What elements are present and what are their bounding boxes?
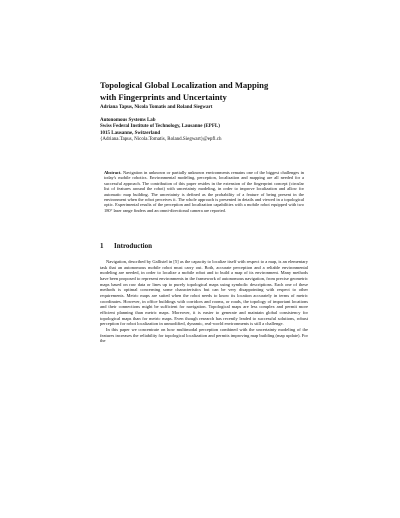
affiliation-institute: Swiss Federal Institute of Technology, Lausanne (EPFL) [100, 124, 220, 130]
affiliation [100, 118, 308, 144]
abstract [104, 170, 304, 213]
section-heading [100, 242, 308, 251]
paper-authors: Adriana Tapus, Nicola Tomatis and Roland Siegwart [100, 105, 213, 110]
body-text [100, 259, 308, 344]
abstract-label: Abstract. [104, 170, 122, 175]
paragraph: In this paper we concentrate on how multimodal perception combined with the uncertainty modeling of the features increases the reliability for topological localization and permits improving map building (map update). For the [100, 326, 308, 344]
section-title: Introduction [114, 242, 152, 250]
abstract-text: Navigation in unknown or partially unknown environments remains one of the biggest challenges in today's mobile robotics. Environmental modeling, perception, localization and mapping are all needed for a successful approach. The contribution of this paper resides in the extension of the fingerprint concept (circular list of features around the robot) with uncertainty modeling, in order to improve localization and allow for automatic map building. The uncertainty is defined as the probability of a feature of being present in the environment when the robot perceives it. The whole approach is presented in details and viewed in a topological optic. Experimental results of the perception and localization capabilities with a mobile robot equipped with two 180° laser range finders and an omni-directional camera are reported. [104, 170, 304, 213]
section-number: 1 [100, 242, 104, 250]
paper-title: Topological Global Localization and Mapping with Fingerprints and Uncertainty [100, 80, 269, 102]
affiliation-city: 1015 Lausanne, Switzerland [100, 130, 161, 136]
affiliation-lab: Autonomous Systems Lab [100, 118, 156, 123]
affiliation-emails: {Adriana.Tapus, Nicola.Tomatis, Roland.Siegwart}@epfl.ch [100, 137, 222, 143]
paragraph: Navigation, described by Gallistel in [5] as the capacity to localize itself with respect to a map, is an elementary task that an autonomous mobile robot must carry out. Both, accurate perception and a reliable environmental modeling are needed, in order to localize a mobile robot and to build a map of its environment. Many methods have been proposed to represent environments in the framework of autonomous navigation, from precise geometric maps based on raw data or lines up to purely topological maps using symbolic descriptions. Each one of these methods is optimal concerning some characteristics but can be very disappointing with respect to other requirements. Metric maps are suited when the robot needs to know its location accurately in terms of metric coordinates. However, in office buildings with corridors and rooms, or roads, the topology of important locations and their connections might be sufficient for navigation. Topological maps are less complex and permit more efficient planning than metric maps. Moreover, it is easier to generate and maintain global consistency for topological maps than for metric maps. Even though research has recently leaded to successful solutions, robust perception for robot localization in unmodified, dynamic, real-world environments is still a challenge. [100, 259, 308, 327]
